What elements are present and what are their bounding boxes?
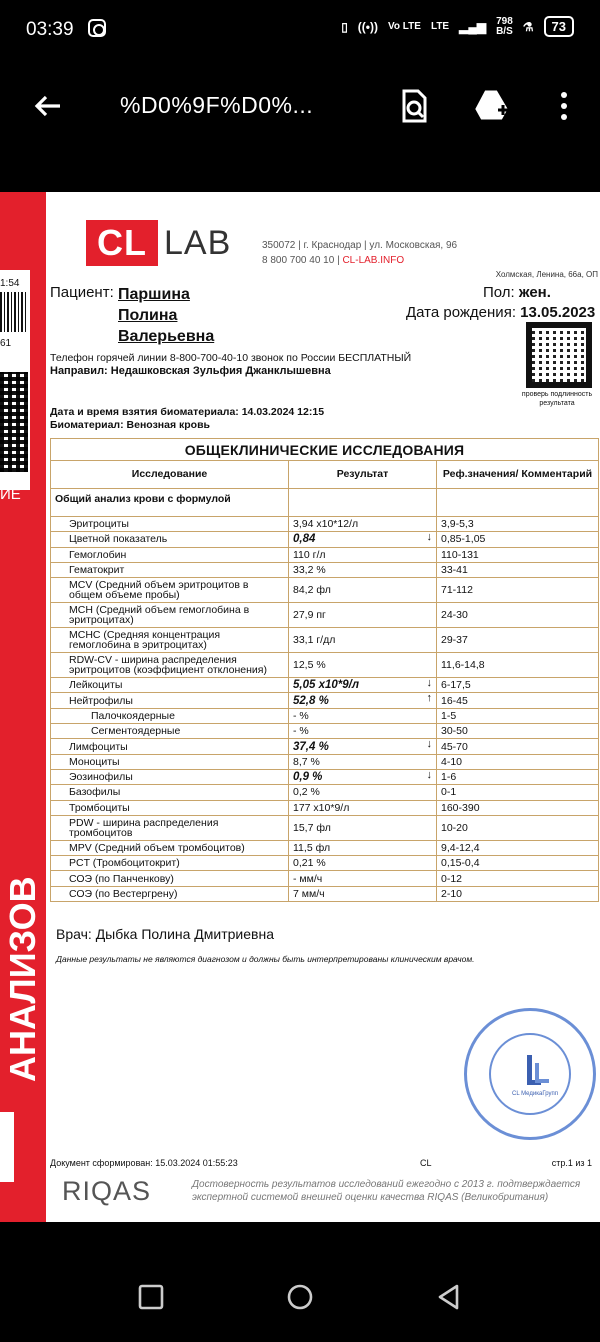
referred-by: Недашковская Зульфия Джанклышевна	[110, 365, 331, 377]
table-row	[51, 724, 599, 739]
referred-row	[50, 365, 331, 377]
recent-apps-icon[interactable]	[136, 1282, 166, 1312]
doctor-label: Врач:	[56, 926, 92, 942]
doctor-row	[56, 926, 274, 942]
test-result-cell	[289, 785, 437, 800]
lte-indicator: LTE	[430, 20, 450, 32]
background-qr-code	[0, 372, 28, 472]
test-name: MCV (Средний объем эритроцитов в общем объеме пробы)	[51, 578, 289, 603]
status-icons	[341, 16, 574, 37]
test-reference: 0,85-1,05	[437, 532, 599, 547]
back-arrow-icon[interactable]	[30, 88, 66, 124]
test-reference: 0,15-0,4	[437, 856, 599, 871]
group-ref-cell	[437, 489, 599, 517]
sex-row	[483, 284, 551, 301]
col-test: Исследование	[51, 461, 289, 489]
test-result-cell	[289, 815, 437, 840]
test-name: PDW - ширина распределения тромбоцитов	[51, 815, 289, 840]
lab-stamp	[464, 1008, 596, 1140]
test-reference: 10-20	[437, 815, 599, 840]
biomaterial-label: Биоматериал:	[50, 419, 124, 431]
table-row	[51, 871, 599, 886]
test-result: 8,7 %	[293, 755, 320, 768]
test-reference: 9,4-12,4	[437, 840, 599, 855]
biomaterial-row	[50, 419, 210, 431]
test-result-cell	[289, 628, 437, 653]
test-name: Палочкоядерные	[51, 708, 289, 723]
test-reference: 1-5	[437, 708, 599, 723]
home-icon[interactable]	[285, 1282, 315, 1312]
test-result: - %	[293, 725, 309, 738]
patient-surname: Паршина	[118, 286, 190, 303]
flask-icon: ⚗	[522, 19, 534, 34]
table-row	[51, 739, 599, 754]
test-result: 27,9 пг	[293, 609, 326, 622]
doctor-name: Дыбка Полина Дмитриевна	[95, 926, 274, 942]
test-result: 0,84	[293, 533, 316, 546]
test-reference: 2-10	[437, 886, 599, 901]
table-row	[51, 603, 599, 628]
vibrate-icon: ▯	[341, 19, 348, 34]
add-to-drive-icon[interactable]	[474, 88, 510, 124]
table-header	[51, 461, 599, 489]
test-result: 84,2 фл	[293, 584, 331, 597]
test-result-cell	[289, 871, 437, 886]
test-result-cell	[289, 840, 437, 855]
net-speed-value: 798	[496, 15, 513, 27]
test-result: - %	[293, 709, 309, 722]
table-row	[51, 562, 599, 577]
lab-contacts: 350072 | г. Краснодар | ул. Московская, 96 8 800 700 40 10 | CL-LAB.INFO	[262, 240, 458, 266]
barcode	[0, 292, 26, 332]
arrow-down-icon: ↓	[426, 677, 432, 690]
test-result: 11,5 фл	[293, 842, 331, 854]
lab-address: 350072 | г. Краснодар | ул. Московская, 96	[262, 240, 458, 251]
arrow-down-icon: ↓	[426, 738, 432, 751]
test-result: 3,94 x10*12/л	[293, 518, 359, 531]
test-reference: 11,6-14,8	[437, 653, 599, 678]
table-row	[51, 693, 599, 708]
patient-label: Пациент:	[50, 284, 114, 301]
sex-label: Пол:	[483, 284, 515, 301]
test-result-cell	[289, 693, 437, 708]
volte-indicator: Vo LTE	[387, 20, 421, 32]
table-row	[51, 856, 599, 871]
sex-value: жен.	[518, 284, 551, 301]
table-row	[51, 517, 599, 532]
test-name: Сегментоядерные	[51, 724, 289, 739]
test-name: Моноциты	[51, 754, 289, 769]
patient-patronymic: Валерьевна	[118, 328, 215, 345]
test-name: Эозинофилы	[51, 769, 289, 784]
status-bar	[0, 0, 600, 62]
lab-phone: 8 800 700 40 10	[262, 255, 335, 266]
test-name: СОЭ (по Панченкову)	[51, 871, 289, 886]
test-reference: 0-12	[437, 871, 599, 886]
test-result: 12,5 %	[293, 659, 326, 672]
table-row	[51, 800, 599, 815]
background-fragment: ИЕ	[0, 486, 21, 503]
document-code: CL	[420, 1158, 432, 1168]
instagram-icon	[88, 19, 106, 37]
group-title: Общий анализ крови с формулой	[51, 489, 289, 517]
test-result-cell	[289, 517, 437, 532]
battery-indicator: 73	[544, 16, 574, 37]
test-result-cell	[289, 739, 437, 754]
test-result: 0,21 %	[293, 857, 326, 870]
table-row	[51, 769, 599, 784]
patient-name	[118, 284, 214, 347]
hotline: Телефон горячей линии 8-800-700-40-10 звонок по России БЕСПЛАТНЫЙ	[50, 352, 412, 364]
riqas-note: Достоверность результатов исследований ежегодно с 2013 г. подтверждается экспертной системой внешней оценки качества RIQAS (Великобритания)	[192, 1179, 581, 1203]
test-reference: 71-112	[437, 578, 599, 603]
col-result: Результат	[289, 461, 437, 489]
test-result: 5,05 x10*9/л	[293, 679, 359, 692]
table-row	[51, 840, 599, 855]
test-reference: 1-6	[437, 769, 599, 784]
app-bar	[0, 62, 600, 154]
test-reference: 24-30	[437, 603, 599, 628]
test-reference: 16-45	[437, 693, 599, 708]
test-result: 33,1 г/дл	[293, 634, 336, 647]
file-title: %D0%9F%D0%...	[120, 92, 314, 118]
table-row	[51, 678, 599, 693]
dob-label: Дата рождения:	[406, 304, 516, 321]
document-viewer[interactable]	[0, 192, 600, 1222]
sample-datetime-label: Дата и время взятия биоматериала:	[50, 406, 239, 418]
table-row	[51, 578, 599, 603]
test-reference: 29-37	[437, 628, 599, 653]
table-row	[51, 628, 599, 653]
group-row	[51, 489, 599, 517]
test-result-cell	[289, 754, 437, 769]
background-vertical-text	[0, 832, 44, 1092]
test-result: 0,9 %	[293, 771, 323, 784]
patient-first-name: Полина	[118, 307, 178, 324]
test-name: RDW-CV - ширина распределения эритроцитов (коэффициент отклонения)	[51, 653, 289, 678]
test-reference: 4-10	[437, 754, 599, 769]
table-row	[51, 532, 599, 547]
more-options-icon[interactable]	[546, 88, 582, 124]
table-row	[51, 815, 599, 840]
test-result-cell	[289, 578, 437, 603]
test-result-cell	[289, 653, 437, 678]
test-result: 0,2 %	[293, 786, 320, 799]
background-white-box	[0, 1112, 14, 1182]
background-number-top: 1:54	[0, 278, 20, 289]
test-name: Гемоглобин	[51, 547, 289, 562]
test-name: Лимфоциты	[51, 739, 289, 754]
sample-datetime: 14.03.2024 12:15	[241, 406, 325, 418]
status-time: 03:39	[26, 19, 74, 40]
test-reference: 3,9-5,3	[437, 517, 599, 532]
lab-site: CL-LAB.INFO	[342, 255, 405, 266]
test-name: Лейкоциты	[51, 678, 289, 693]
test-name: Базофилы	[51, 785, 289, 800]
test-name: Гематокрит	[51, 562, 289, 577]
test-result-cell	[289, 603, 437, 628]
table-row	[51, 785, 599, 800]
test-result: 7 мм/ч	[293, 887, 325, 900]
test-result-cell	[289, 532, 437, 547]
net-speed	[496, 17, 513, 37]
test-result-cell	[289, 769, 437, 784]
test-result: 177 x10*9/л	[293, 801, 350, 814]
arrow-down-icon: ↓	[426, 768, 432, 781]
table-row	[51, 653, 599, 678]
test-result: 33,2 %	[293, 564, 326, 577]
test-result: 110 г/л	[293, 548, 326, 561]
logo-word: LAB	[164, 224, 232, 262]
test-name: Нейтрофилы	[51, 693, 289, 708]
test-reference: 30-50	[437, 724, 599, 739]
test-result-cell	[289, 886, 437, 901]
test-reference: 45-70	[437, 739, 599, 754]
test-reference: 6-17,5	[437, 678, 599, 693]
test-result: 37,4 %	[293, 740, 329, 753]
branch-address: Холмская, Ленина, 66а, ОП	[495, 270, 598, 279]
col-ref: Реф.значения/ Комментарий	[437, 461, 599, 489]
lab-report	[46, 192, 600, 1222]
table-row	[51, 708, 599, 723]
test-name: Цветной показатель	[51, 532, 289, 547]
dob-row	[406, 304, 595, 321]
test-reference: 0-1	[437, 785, 599, 800]
logo-mark: CL	[86, 220, 158, 266]
verification-qr-code	[526, 322, 592, 388]
table-row	[51, 886, 599, 901]
hotspot-icon: ((•))	[357, 19, 378, 34]
signal-icon: ▂▄▆	[459, 19, 487, 34]
search-in-document-icon[interactable]	[396, 88, 432, 124]
net-speed-unit: B/S	[496, 25, 513, 37]
vertical-text-label: АНАЛИЗОВ	[2, 876, 43, 1082]
test-reference: 160-390	[437, 800, 599, 815]
riqas-logo: RIQAS	[62, 1176, 152, 1206]
test-result: 52,8 %	[293, 694, 329, 707]
test-result-cell	[289, 547, 437, 562]
test-result: 15,7 фл	[293, 821, 331, 834]
test-result-cell	[289, 856, 437, 871]
cl-lab-logo	[86, 220, 231, 266]
referred-label: Направил:	[50, 365, 108, 377]
test-name: СОЭ (по Вестергрену)	[51, 886, 289, 901]
navigation-bar	[0, 1252, 600, 1342]
page-number: стр.1 из 1	[551, 1158, 592, 1168]
arrow-down-icon: ↓	[426, 531, 432, 544]
test-result: - мм/ч	[293, 872, 323, 885]
test-name: Тромбоциты	[51, 800, 289, 815]
test-reference: 110-131	[437, 547, 599, 562]
test-name: MPV (Средний объем тромбоцитов)	[51, 840, 289, 855]
group-result-cell	[289, 489, 437, 517]
test-result-cell	[289, 678, 437, 693]
test-reference: 33-41	[437, 562, 599, 577]
arrow-up-icon: ↑	[426, 692, 432, 705]
test-result-cell	[289, 800, 437, 815]
test-name: Эритроциты	[51, 517, 289, 532]
test-result-cell	[289, 562, 437, 577]
results-table	[50, 438, 599, 902]
table-row	[51, 547, 599, 562]
biomaterial: Венозная кровь	[126, 419, 211, 431]
stamp-logo-icon-inner	[535, 1063, 549, 1083]
table-row	[51, 754, 599, 769]
qr-caption: проверь подлинность результата	[521, 391, 593, 407]
test-name: PCT (Тромбоцитокрит)	[51, 856, 289, 871]
stamp-inner-ring	[489, 1033, 571, 1115]
test-result-cell	[289, 708, 437, 723]
back-nav-icon[interactable]	[434, 1282, 464, 1312]
test-result-cell	[289, 724, 437, 739]
sample-datetime-row	[50, 406, 324, 418]
document-formed: Документ сформирован: 15.03.2024 01:55:23	[50, 1158, 238, 1168]
dob-value: 13.05.2023	[520, 304, 596, 321]
background-number-bottom: 61	[0, 338, 12, 349]
stamp-text: CL МедикаГрупп	[511, 1091, 558, 1097]
test-name: MCHC (Средняя концентрация гемоглобина в эритроцитах)	[51, 628, 289, 653]
table-title: ОБЩЕКЛИНИЧЕСКИЕ ИССЛЕДОВАНИЯ	[51, 439, 599, 461]
disclaimer: Данные результаты не являются диагнозом и должны быть интерпретированы клиническим врачом.	[56, 954, 475, 964]
test-name: MCH (Средний объем гемоглобина в эритроцитах)	[51, 603, 289, 628]
